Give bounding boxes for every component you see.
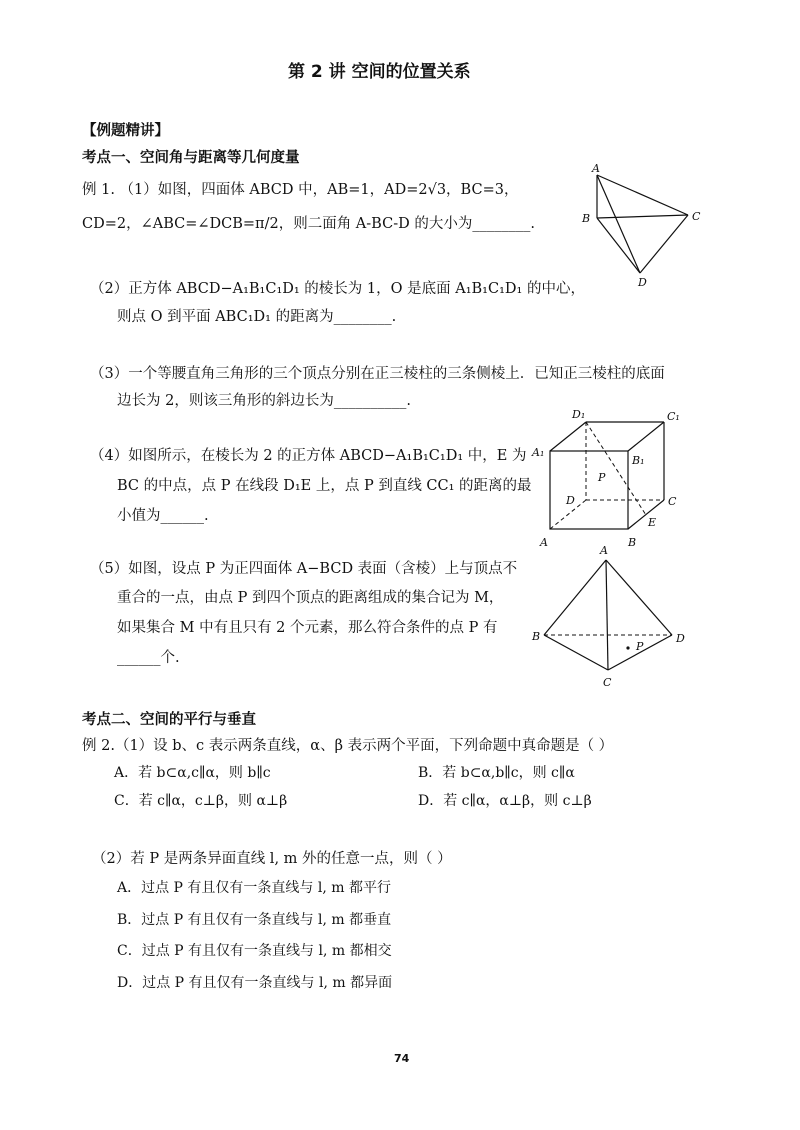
section-label: 【例题精讲】 <box>82 123 169 139</box>
label-B: B <box>532 630 541 643</box>
tetrahedron-figure-1 <box>580 160 710 290</box>
label-B: B <box>582 212 591 225</box>
label-D1: D₁ <box>572 408 586 421</box>
ex1-p5-line4: ______个. <box>117 650 180 666</box>
ex1-p1-line1: 例 1. （1）如图，四面体 ABCD 中，AB=1，AD=2√3，BC=3， <box>82 182 519 198</box>
ex2-q1-option-b: B．若 b⊂α,b∥c，则 c∥α <box>418 765 575 781</box>
ex1-p2-line1: （2）正方体 ABCD−A₁B₁C₁D₁ 的棱长为 1，O 是底面 A₁B₁C₁D₁ 的中心， <box>90 281 585 297</box>
ex1-p4-line1: （4）如图所示，在棱长为 2 的正方体 ABCD−A₁B₁C₁D₁ 中，E 为 <box>90 448 527 464</box>
ex1-p3-line1: （3）一个等腰直角三角形的三个顶点分别在正三棱柱的三条侧棱上．已知正三棱柱的底面 <box>90 366 665 382</box>
tetrahedron-figure-2 <box>530 540 700 690</box>
ex1-p5-line1: （5）如图，设点 P 为正四面体 A−BCD 表面（含棱）上与顶点不 <box>90 561 518 577</box>
ex2-q2: （2）若 P 是两条异面直线 l, m 外的任意一点，则（ ） <box>92 851 452 867</box>
label-A1: A₁ <box>532 446 545 459</box>
ex1-p1-line2: CD=2，∠ABC=∠DCB=π/2，则二面角 A-BC-D 的大小为________. <box>82 216 535 232</box>
ex2-q1-option-d: D．若 c∥α，α⊥β，则 c⊥β <box>418 793 592 809</box>
label-B: B <box>628 536 637 549</box>
label-C: C <box>692 210 701 223</box>
label-A: A <box>600 544 608 557</box>
ex2-q2-option-d: D．过点 P 有且仅有一条直线与 l, m 都异面 <box>117 975 393 991</box>
label-C: C <box>668 495 677 508</box>
cube-figure <box>528 404 698 554</box>
label-C1: C₁ <box>667 410 680 423</box>
topic-heading-1: 考点一、空间角与距离等几何度量 <box>82 150 300 166</box>
ex1-p3-line2: 边长为 2，则该三角形的斜边长为__________. <box>117 393 411 409</box>
ex2-q1-option-c: C．若 c∥α，c⊥β，则 α⊥β <box>114 793 288 809</box>
label-D: D <box>566 494 575 507</box>
label-P: P <box>598 471 606 484</box>
ex2-q2-option-a: A．过点 P 有且仅有一条直线与 l, m 都平行 <box>117 880 391 896</box>
page-title: 第 2 讲 空间的位置关系 <box>288 62 471 82</box>
label-A: A <box>540 536 548 549</box>
ex1-p5-line2: 重合的一点，由点 P 到四个顶点的距离组成的集合记为 M， <box>117 590 504 606</box>
page-number: 74 <box>394 1052 410 1065</box>
label-D: D <box>638 276 647 289</box>
label-C: C <box>603 676 612 689</box>
ex2-q1-option-a: A．若 b⊂α,c∥α，则 b∥c <box>114 765 271 781</box>
ex1-p2-line2: 则点 O 到平面 ABC₁D₁ 的距离为________. <box>117 309 397 325</box>
ex2-q2-option-c: C．过点 P 有且仅有一条直线与 l, m 都相交 <box>117 943 392 959</box>
ex1-p4-line2: BC 的中点，点 P 在线段 D₁E 上，点 P 到直线 CC₁ 的距离的最 <box>117 478 532 494</box>
label-A: A <box>592 162 600 175</box>
label-B1: B₁ <box>632 454 645 467</box>
label-P: P <box>636 640 644 653</box>
ex2-q2-option-b: B．过点 P 有且仅有一条直线与 l, m 都垂直 <box>117 912 392 928</box>
ex2-q1: 例 2.（1）设 b、c 表示两条直线，α、β 表示两个平面，下列命题中真命题是（ ） <box>82 738 614 754</box>
topic-heading-2: 考点二、空间的平行与垂直 <box>82 712 256 728</box>
ex1-p5-line3: 如果集合 M 中有且只有 2 个元素，那么符合条件的点 P 有 <box>117 620 498 636</box>
label-D: D <box>676 632 685 645</box>
label-E: E <box>648 516 657 529</box>
ex1-p4-line3: 小值为______. <box>117 508 209 524</box>
